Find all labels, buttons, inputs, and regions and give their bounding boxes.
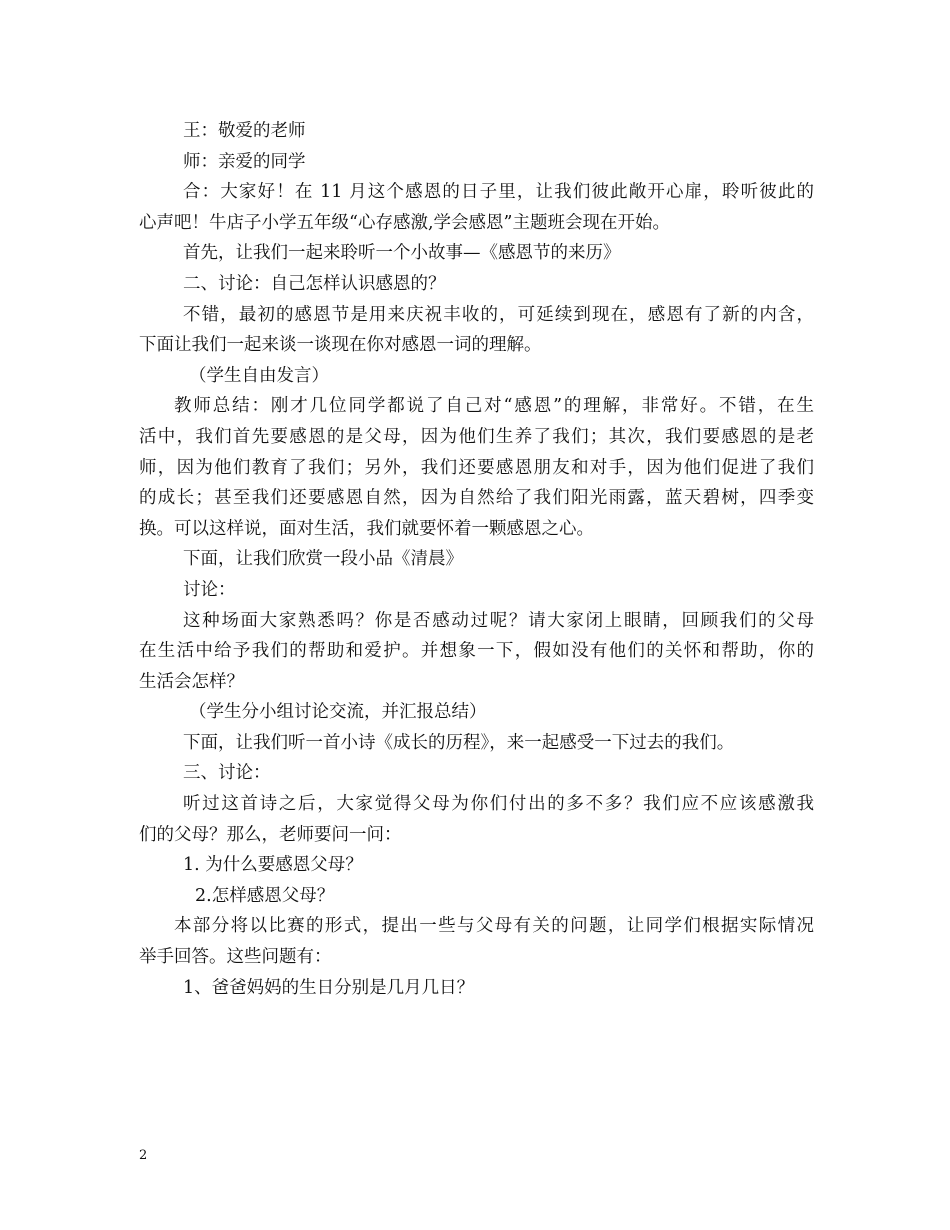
paragraph-line: （学生自由发言） [189, 365, 329, 386]
paragraph-line: 师：亲爱的同学 [183, 151, 306, 172]
section-heading: 二、讨论：自己怎样认识感恩的？ [183, 273, 446, 294]
paragraph-line: 下面，让我们听一首小诗《成长的历程》，来一起感受一下过去的我们。 [183, 732, 735, 753]
list-item: 1. 为什么要感恩父母？ [183, 855, 363, 876]
paragraph-line: （学生分小组讨论交流，并汇报总结） [189, 702, 487, 723]
paragraph-line: 举手回答。这些问题有： [139, 947, 332, 968]
section-heading: 三、讨论： [183, 763, 271, 784]
paragraph-line: 讨论： [183, 579, 236, 600]
paragraph-line: 本部分将以比赛的形式，提出一些与父母有关的问题，让同学们根据实际情况 [174, 916, 814, 937]
paragraph-line: 首先，让我们一起来聆听一个小故事—《感恩节的来历》 [183, 243, 621, 264]
list-item: 1、爸爸妈妈的生日分别是几月几日？ [183, 977, 475, 998]
paragraph-line: 听过这首诗之后，大家觉得父母为你们付出的多不多？我们应不应该感激我 [183, 794, 814, 815]
paragraph-line: 师，因为他们教育了我们；另外，我们还要感恩朋友和对手，因为他们促进了我们 [139, 457, 814, 478]
paragraph-line: 这种场面大家熟悉吗？你是否感动过呢？请大家闭上眼睛，回顾我们的父母 [183, 610, 814, 631]
paragraph-line: 教师总结：刚才几位同学都说了自己对“感恩”的理解，非常好。不错，在生 [174, 396, 814, 417]
paragraph-line: 合：大家好！在 11 月这个感恩的日子里，让我们彼此敞开心扉，聆听彼此的 [183, 182, 814, 203]
paragraph-line: 的成长；甚至我们还要感恩自然，因为自然给了我们阳光雨露，蓝天碧树，四季变 [139, 488, 814, 509]
page-number: 2 [139, 1148, 148, 1163]
paragraph-line: 下面让我们一起来谈一谈现在你对感恩一词的理解。 [139, 335, 542, 356]
document-body [139, 116, 814, 1003]
paragraph-line: 生活会怎样？ [139, 671, 244, 692]
paragraph-line: 下面，让我们欣赏一段小品《清晨》 [183, 549, 463, 570]
paragraph-line: 换。可以这样说，面对生活，我们就要怀着一颗感恩之心。 [139, 518, 594, 539]
paragraph-line: 王：敬爱的老师 [183, 121, 306, 141]
paragraph-line: 心声吧！牛店子小学五年级“心存感激,学会感恩”主题班会现在开始。 [139, 212, 670, 233]
paragraph-line: 们的父母？那么，老师要问一问： [139, 824, 402, 845]
paragraph-line: 不错，最初的感恩节是用来庆祝丰收的，可延续到现在，感恩有了新的内含， [183, 304, 814, 325]
paragraph-line: 活中，我们首先要感恩的是父母，因为他们生养了我们；其次，我们要感恩的是老 [139, 426, 814, 447]
list-item: 2.怎样感恩父母？ [195, 885, 335, 906]
paragraph-line: 在生活中给予我们的帮助和爱护。并想象一下，假如没有他们的关怀和帮助，你的 [139, 641, 814, 662]
